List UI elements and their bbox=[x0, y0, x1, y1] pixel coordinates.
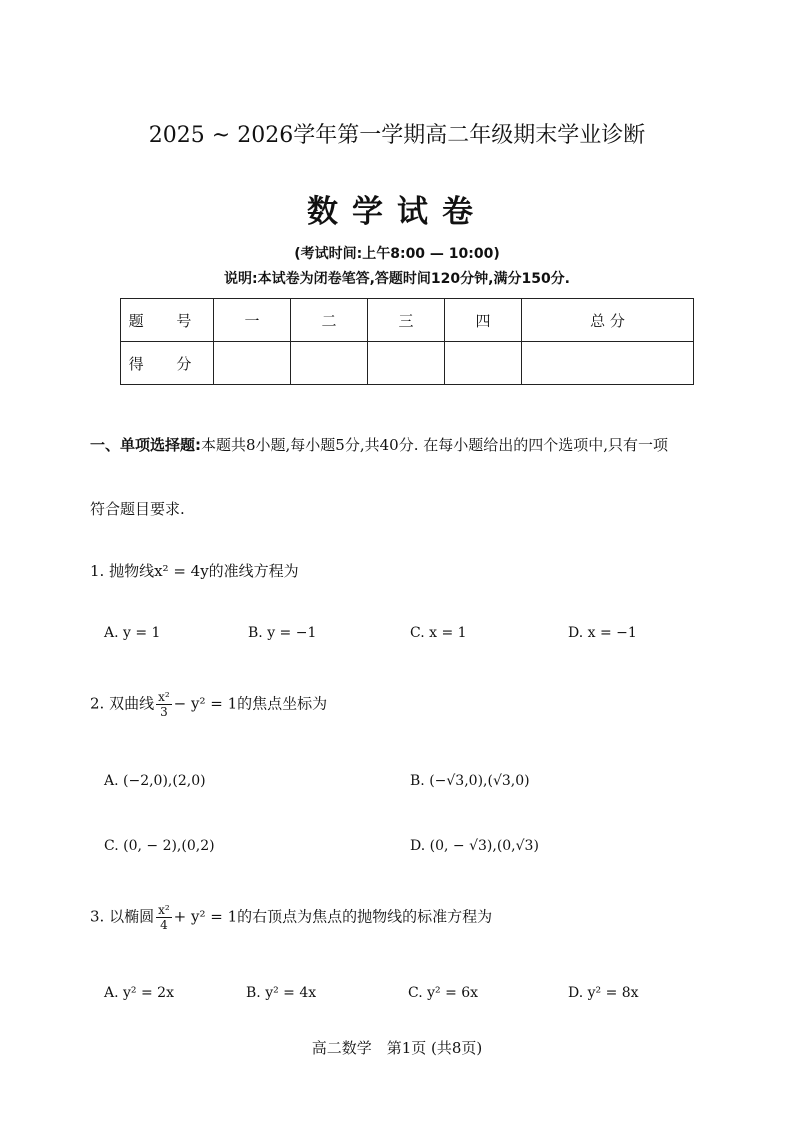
score-cell-1 bbox=[214, 342, 291, 385]
exam-title: 2025 ~ 2026学年第一学期高二年级期末学业诊断 bbox=[148, 123, 646, 148]
question-3-option-c: C. y² = 6x bbox=[408, 985, 479, 1001]
score-table bbox=[120, 298, 694, 385]
score-col-total: 总 分 bbox=[521, 299, 693, 342]
score-col-2: 二 bbox=[290, 299, 367, 342]
score-table-row2-label: 得 分 bbox=[121, 342, 214, 385]
question-2-option-b: B. (−√3,0),(√3,0) bbox=[410, 773, 530, 789]
score-table-score-row bbox=[121, 342, 694, 385]
question-2-suffix: − y² = 1的焦点坐标为 bbox=[173, 694, 328, 713]
score-cell-2 bbox=[290, 342, 367, 385]
question-3-option-d: D. y² = 8x bbox=[568, 985, 639, 1001]
question-3-stem bbox=[90, 903, 492, 932]
section1-text: 本题共8小题,每小题5分,共40分. 在每小题给出的四个选项中,只有一项 bbox=[201, 436, 669, 454]
question-2-option-a: A. (−2,0),(2,0) bbox=[104, 773, 206, 789]
question-2-option-c: C. (0, − 2),(0,2) bbox=[104, 838, 215, 854]
question-2-fraction bbox=[156, 690, 172, 719]
score-table-row1-label: 题 号 bbox=[121, 299, 214, 342]
section1-instructions bbox=[90, 435, 750, 455]
question-2-frac-num: x² bbox=[158, 690, 170, 704]
section1-heading: 一、单项选择题: bbox=[90, 436, 201, 454]
question-3-frac-num: x² bbox=[158, 903, 170, 917]
score-cell-3 bbox=[367, 342, 444, 385]
score-cell-4 bbox=[444, 342, 521, 385]
question-3-option-a: A. y² = 2x bbox=[104, 985, 174, 1001]
question-3-prefix: 3. 以椭圆 bbox=[90, 907, 155, 926]
question-1-option-a: A. y = 1 bbox=[104, 625, 161, 641]
question-2-option-d: D. (0, − √3),(0,√3) bbox=[410, 838, 539, 854]
score-table-header-row bbox=[121, 299, 694, 342]
question-1-option-d: D. x = −1 bbox=[568, 625, 637, 641]
question-1-option-b: B. y = −1 bbox=[248, 625, 317, 641]
question-1-stem: 1. 抛物线x² = 4y的准线方程为 bbox=[90, 562, 299, 580]
question-2-prefix: 2. 双曲线 bbox=[90, 694, 155, 713]
exam-time: (考试时间:上午8:00 — 10:00) bbox=[294, 246, 500, 262]
question-3-suffix: + y² = 1的右顶点为焦点的抛物线的标准方程为 bbox=[173, 907, 493, 926]
score-col-4: 四 bbox=[444, 299, 521, 342]
question-3-option-b: B. y² = 4x bbox=[246, 985, 317, 1001]
section1-text-cont: 符合题目要求. bbox=[90, 500, 185, 518]
subject-title: 数学试卷 bbox=[307, 194, 487, 230]
question-3-fraction bbox=[156, 903, 172, 932]
question-1-option-c: C. x = 1 bbox=[410, 625, 467, 641]
page-footer: 高二数学 第1页 (共8页) bbox=[311, 1039, 483, 1057]
question-3-frac-den: 4 bbox=[160, 918, 168, 932]
score-col-3: 三 bbox=[367, 299, 444, 342]
question-2-frac-den: 3 bbox=[160, 705, 168, 719]
exam-note: 说明:本试卷为闭卷笔答,答题时间120分钟,满分150分. bbox=[224, 271, 570, 287]
score-cell-total bbox=[521, 342, 693, 385]
score-col-1: 一 bbox=[214, 299, 291, 342]
question-2-stem bbox=[90, 690, 327, 719]
